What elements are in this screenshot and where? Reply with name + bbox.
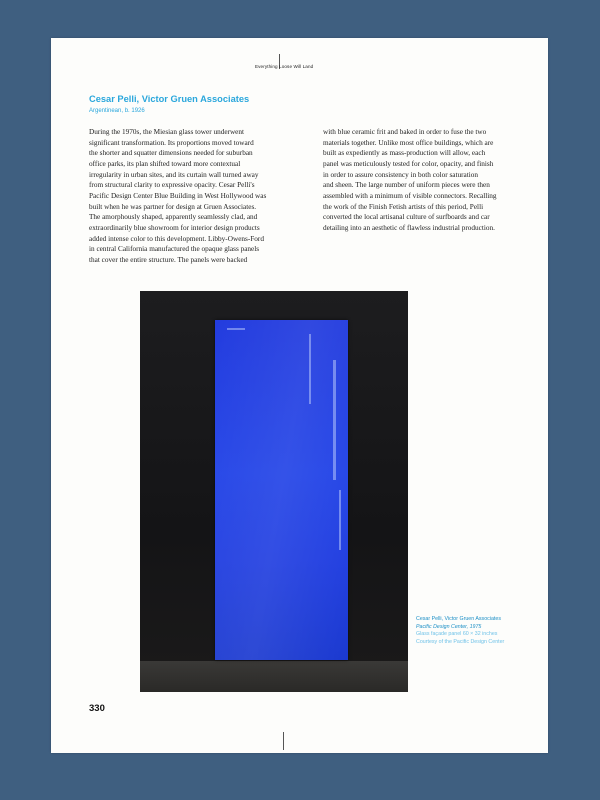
text-line: the shorter and squatter dimensions needed for suburban xyxy=(89,149,253,158)
artwork-photo xyxy=(140,291,408,692)
artist-nationality: Argentinean, b. 1926 xyxy=(89,108,145,114)
text-line: in order to assure consistency in both color saturation xyxy=(323,170,479,179)
caption-artist: Cesar Pelli, Victor Gruen Associates xyxy=(416,616,501,622)
footer-rule xyxy=(283,732,284,750)
panel-scratch xyxy=(339,490,341,550)
panel-sheen xyxy=(215,320,348,660)
text-line: with blue ceramic frit and baked in order to fuse the two xyxy=(323,128,487,136)
panel-scratch xyxy=(333,360,336,480)
text-line: that cover the entire structure. The panels were backed xyxy=(89,255,248,264)
text-line: built when he was partner for design at Gruen Associates. xyxy=(89,202,257,211)
text-line: and sheen. The large number of uniform pieces were then xyxy=(323,181,490,190)
text-line: detailing into an aesthetic of flawless industrial production. xyxy=(323,223,495,232)
body-text-left-column xyxy=(89,127,289,266)
text-line: added intense color to this development. Libby-Owens-Ford xyxy=(89,234,264,243)
running-head: Everything Loose Will Land xyxy=(255,64,314,69)
text-line: significant transformation. Its proportions moved toward xyxy=(89,138,254,147)
text-line: office parks, its plan shifted toward more contextual xyxy=(89,159,241,168)
text-line: During the 1970s, the Miesian glass tower underwent xyxy=(89,128,245,136)
text-line: Pacific Design Center Blue Building in West Hollywood was xyxy=(89,191,267,200)
text-line: The amorphously shaped, apparently seamlessly clad, and xyxy=(89,213,258,222)
figure-caption xyxy=(416,616,504,646)
page-number: 330 xyxy=(89,703,105,714)
photo-floor xyxy=(140,661,408,692)
text-line: in central California manufactured the opaque glass panels xyxy=(89,245,260,254)
text-line: the work of the Finish Fetish artists of this period, Pelli xyxy=(323,202,484,211)
text-line: materials together. Unlike most office buildings, which are xyxy=(323,138,494,147)
text-line: assembled with a minimum of visible connectors. Recalling xyxy=(323,191,497,200)
text-line: panel was meticulously tested for color, opacity, and finish xyxy=(323,159,494,168)
artist-name: Cesar Pelli, Victor Gruen Associates xyxy=(89,94,250,104)
caption-credit: Courtesy of the Pacific Design Center xyxy=(416,638,505,645)
body-text-right-column xyxy=(323,127,513,234)
text-line: converted the local artisanal culture of surfboards and car xyxy=(323,213,490,222)
blue-glass-panel xyxy=(215,320,348,660)
text-line: from structural clarity to expressive opacity. Cesar Pelli's xyxy=(89,181,255,190)
text-line: built as expediently as mass-production will allow, each xyxy=(323,149,486,158)
panel-scratch xyxy=(227,328,245,330)
panel-scratch xyxy=(309,334,311,404)
caption-medium: Glass façade panel 60 × 32 inches xyxy=(416,631,498,638)
caption-title: Pacific Design Center, 1975 xyxy=(416,623,482,630)
book-page xyxy=(51,38,548,753)
text-line: extraordinarily blue showroom for interior design products xyxy=(89,223,260,232)
text-line: irregularity in urban sites, and its curtain wall turned away xyxy=(89,170,259,179)
